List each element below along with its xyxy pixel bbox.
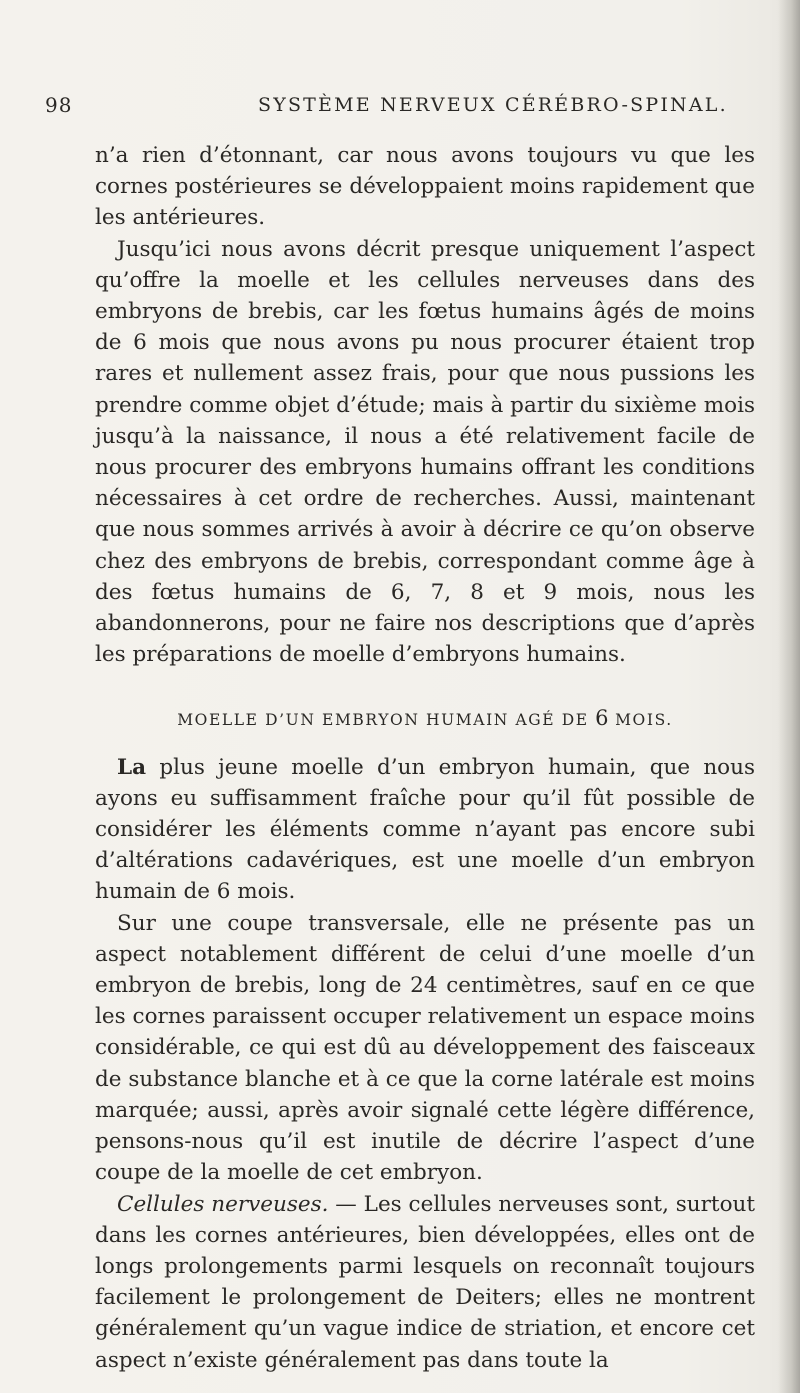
- paragraph-3-text: plus jeune moelle d’un embryon humain, que nous ayons eu suffisamment fraîche pour qu’il fût possible de considérer les éléments comme n’ayant pas encore subi d’altérations cadavériques, est une moelle d’un embryon humain de 6 mois.: [95, 754, 755, 905]
- page-edge-shadow: [778, 0, 800, 1393]
- paragraph-3-lead: La: [117, 754, 147, 780]
- paragraph-4: Sur une coupe transversale, elle ne présente pas un aspect notablement différent de celui d’une moelle d’un embryon de brebis, long de 24 centimètres, sauf en ce que les cornes paraissent occuper relativement un espace moins considérable, ce qui est dû au développement des faisceaux de substance blanche et à ce que la corne latérale est moins marquée; aussi, après avoir signalé cette légère différence, pensons-nous qu’il est inutile de décrire l’aspect d’une coupe de la moelle de cet embryon.: [95, 910, 755, 1186]
- page-header: [45, 93, 765, 123]
- paragraph-5-subheading: Cellules nerveuses.: [117, 1191, 329, 1217]
- paragraph-2: Jusqu’ici nous avons décrit presque uniquement l’aspect qu’offre la moelle et les cellules nerveuses dans des embryons de brebis, car les fœtus humains âgés de moins de 6 mois que nous avons pu nous procurer étaient trop rares et nullement assez frais, pour que nous pussions les prendre comme objet d’étude; mais à partir du sixième mois jusqu’à la naissance, il nous a été relativement facile de nous procurer des embryons humains offrant les conditions nécessaires à cet ordre de recherches. Aussi, maintenant que nous sommes arrivés à avoir à décrire ce qu’on observe chez des embryons de brebis, correspondant comme âge à des fœtus humains de 6, 7, 8 et 9 mois, nous les abandonnerons, pour ne faire nos descriptions que d’après les préparations de moelle d’embryons humains.: [95, 236, 755, 668]
- paragraph-continuation: n’a rien d’étonnant, car nous avons toujours vu que les cornes postérieures se développaient moins rapidement que les antérieures.: [95, 143, 755, 231]
- running-title: SYSTÈME NERVEUX CÉRÉBRO-SPINAL.: [258, 94, 728, 116]
- section-heading: [95, 703, 755, 736]
- paragraph-5-text: — Les cellules nerveuses sont, surtout dans les cornes antérieures, bien développées, elles ont de longs prolongements parmi lesquels on reconnaît toujours facilement le prolongement de Deiters; elles ne montrent généralement qu’un vague indice de striation, et encore cet aspect n’existe généralement pas dans toute la: [95, 1191, 755, 1373]
- section-heading-tail: MOIS.: [608, 711, 673, 730]
- section-heading-number: 6: [595, 706, 609, 731]
- body-text: [95, 140, 755, 1376]
- section-heading-text: MOELLE D’UN EMBRYON HUMAIN AGÉ DE: [177, 711, 596, 730]
- paragraph-3: [95, 752, 755, 908]
- page-number: 98: [45, 93, 73, 117]
- paragraph-5: [95, 1189, 755, 1376]
